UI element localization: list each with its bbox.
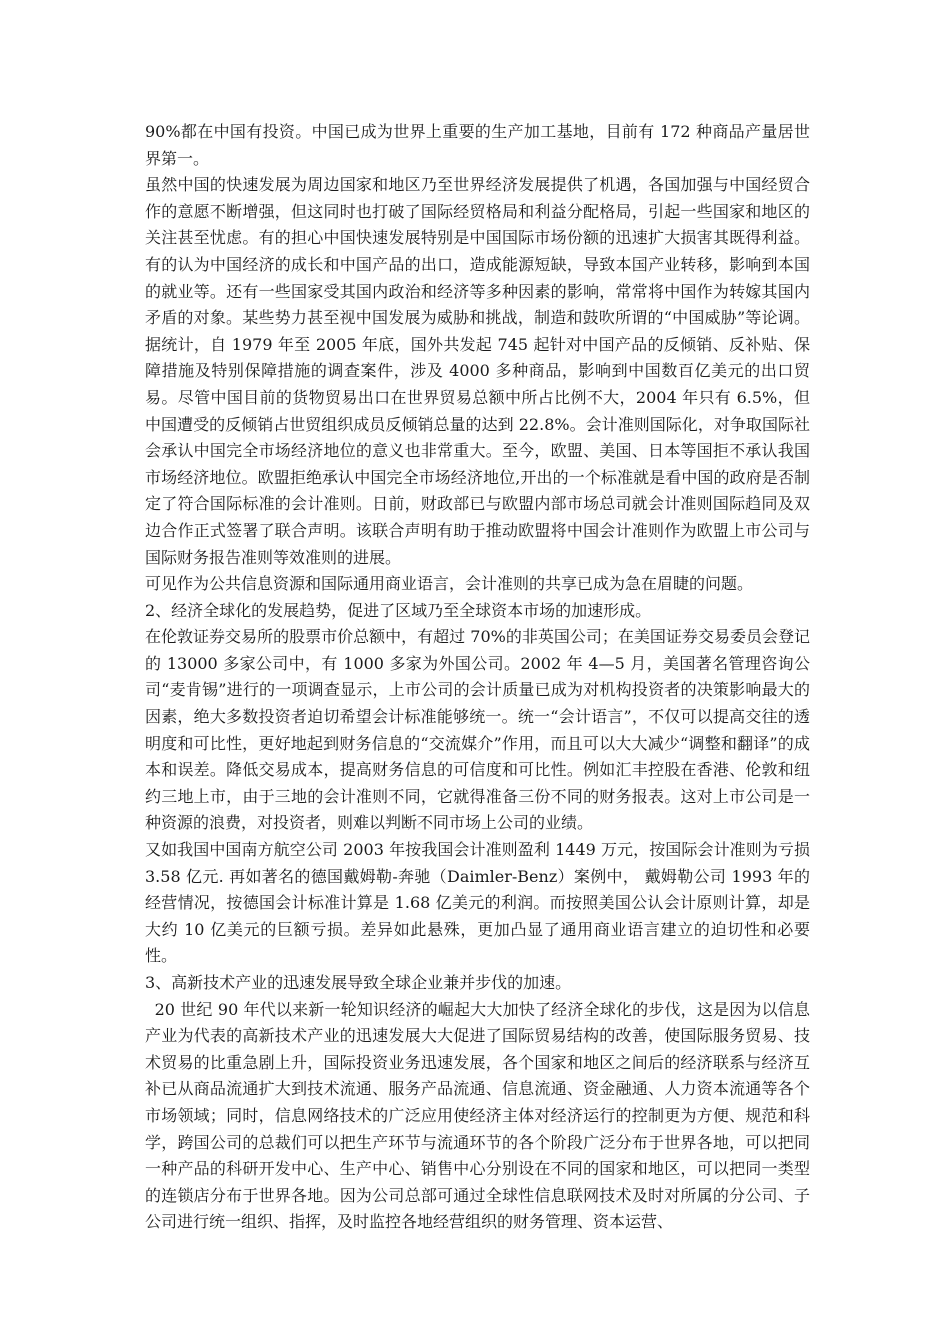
section-heading-3: 3、高新技术产业的迅速发展导致全球企业兼并步伐的加速。 xyxy=(145,973,572,992)
section-heading-2: 2、经济全球化的发展趋势，促进了区域乃至全球资本市场的加速形成。 xyxy=(145,600,652,620)
paragraph-continuation: 90%都在中国有投资。中国已成为世界上重要的生产加工基地，目前有 172 种商品产量居世界第一。 xyxy=(145,122,810,168)
document-page xyxy=(145,119,810,1236)
paragraph-capital-markets: 在伦敦证券交易所的股票市价总额中，有超过 70%的非英国公司；在美国证券交易委员会登记的 13000 多家公司中，有 1000 多家为外国公司。2002 年 4—5 月，美国著名管理咨询公司“麦肯锡”进行的一项调查显示，上市公司的会计质量已成为对机构投资者的决策影响最大的因素，绝大多数投资者迫切希望会计标准能够统一。统一“会计语言”，不仅可以提高交往的透明度和可比性，更好地起到财务信息的“交流媒介”作用，而且可以大大减少“调整和翻译”的成本和误差。降低交易成本，提高财务信息的可信度和可比性。例如汇丰控股在香港、伦敦和纽约三地上市，由于三地的会计准则不同，它就得准备三份不同的财务报表。这对上市公司是一种资源的浪费，对投资者，则难以判断不同市场上公司的业绩。 xyxy=(145,627,810,833)
paragraph-examples: 又如我国中国南方航空公司 2003 年按我国会计准则盈利 1449 万元，按国际会计准则为亏损 3.58 亿元. 再如著名的德国戴姆勒-奔驰（Daimler-Benz）案例中， 戴姆勒公司 1993 年的经营情况，按德国会计标准计算是 1.68 亿美元的利润。而按照美国公认会计原则计算，却是大约 10 亿美元的巨额亏损。差异如此悬殊，更加凸显了通用商业语言建立的迫切性和必要性。 xyxy=(145,840,810,966)
paragraph-china-development: 虽然中国的快速发展为周边国家和地区乃至世界经济发展提供了机遇，各国加强与中国经贸合作的意愿不断增强，但这同时也打破了国际经贸格局和利益分配格局，引起一些国家和地区的关注甚至忧虑。有的担心中国快速发展特别是中国国际市场份额的迅速扩大损害其既得利益。有的认为中国经济的成长和中国产品的出口，造成能源短缺，导致本国产业转移，影响到本国的就业等。还有一些国家受其国内政治和经济等多种因素的影响，常常将中国作为转嫁其国内矛盾的对象。某些势力甚至视中国发展为威胁和挑战，制造和鼓吹所谓的“中国威胁”等论调。据统计，自 1979 年至 2005 年底，国外共发起 745 起针对中国产品的反倾销、反补贴、保障措施及特别保障措施的调查案件，涉及 4000 多种商品，影响到中国数百亿美元的出口贸易。尽管中国目前的货物贸易出口在世界贸易总额中所占比例不大，2004 年只有 6.5%，但中国遭受的反倾销占世贸组织成员反倾销总量的达到 22.8%。会计准则国际化，对争取国际社会承认中国完全市场经济地位的意义也非常重大。至今，欧盟、美国、日本等国拒不承认我国市场经济地位。欧盟拒绝承认中国完全市场经济地位,开出的一个标准就是看中国的政府是否制定了符合国际标准的会计准则。日前，财政部已与欧盟内部市场总司就会计准则国际趋同及双边合作正式签署了联合声明。该联合声明有助于推动欧盟将中国会计准则作为欧盟上市公司与国际财务报告准则等效准则的进展。 xyxy=(145,175,810,567)
paragraph-shared-standards: 可见作为公共信息资源和国际通用商业语言，会计准则的共享已成为急在眉睫的问题。 xyxy=(145,574,754,594)
paragraph-high-tech: 20 世纪 90 年代以来新一轮知识经济的崛起大大加快了经济全球化的步伐，这是因为以信息产业为代表的高新技术产业的迅速发展大大促进了国际贸易结构的改善，使国际服务贸易、技术贸易的比重急剧上升，国际投资业务迅速发展，各个国家和地区之间后的经济联系与经济互补已从商品流通扩大到技术流通、服务产品流通、信息流通、资金融通、人力资本流通等各个市场领域；同时，信息网络技术的广泛应用使经济主体对经济运行的控制更为方便、规范和科学，跨国公司的总裁们可以把生产环节与流通环节的各个阶段广泛分布于世界各地，可以把同一种产品的科研开发中心、生产中心、销售中心分别设在不同的国家和地区，可以把同一类型的连锁店分布于世界各地。因为公司总部可通过全球性信息联网技术及时对所属的分公司、子公司进行统一组织、指挥，及时监控各地经营组织的财务管理、资本运营、 xyxy=(145,999,810,1232)
